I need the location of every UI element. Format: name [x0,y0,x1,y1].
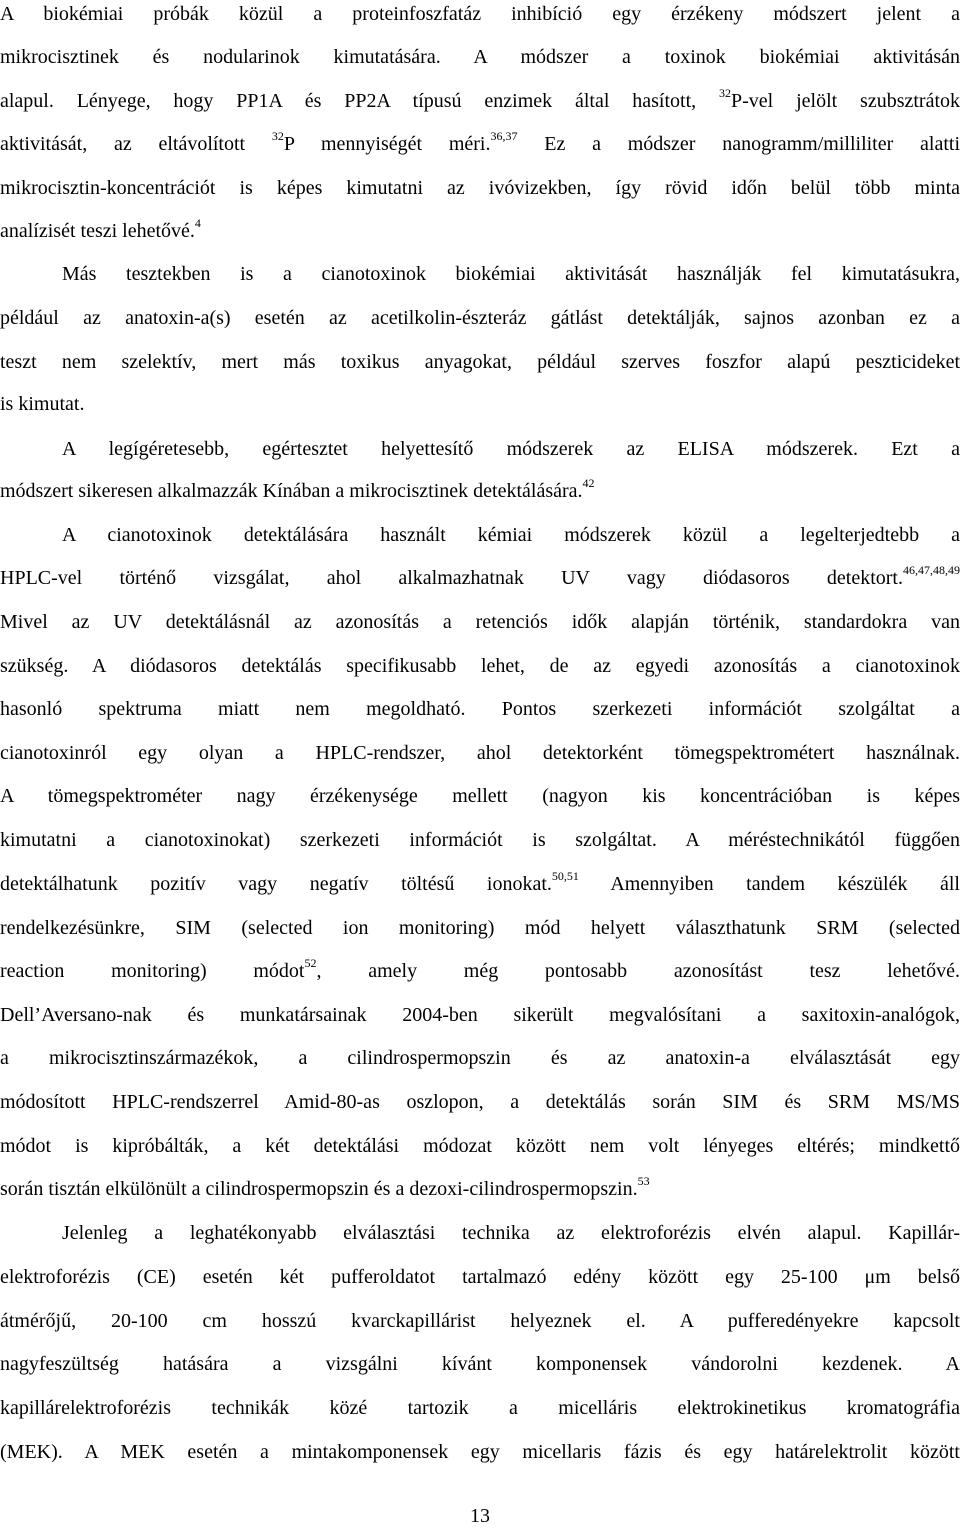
text-line [0,1265,960,1289]
text-run: nagyfeszültség hatására a vizsgálni kívánt komponensek vándorolni kezdenek. A [0,1353,960,1375]
page-number: 13 [0,1504,960,1528]
text-run: A cianotoxinok detektálására használt kémiai módszerek közül a legelterjedtebb a [62,524,960,546]
text-run: módszert sikeresen alkalmazzák Kínában a mikrocisztinek detektálására. [0,480,583,502]
text-line [62,437,960,461]
text-run: a mikrocisztinszármazékok, a cilindrospermopszin és az anatoxin-a elválasztását egy [0,1047,960,1069]
text-run: hasonló spektruma miatt nem megoldható. Pontos szerkezeti információt szolgáltat a [0,698,960,720]
text-run: (MEK). A MEK esetén a mintakomponensek egy micellaris fázis és egy határelektrolit között [0,1441,960,1463]
text-line [0,350,960,374]
text-run: szükség. A diódasoros detektálás specifikusabb lehet, de az egyedi azonosítás a cianotoxinok [0,655,960,677]
text-run: P mennyiségét méri. [284,133,491,155]
text-run: teszt nem szelektív, mert más toxikus anyagokat, például szerves foszfor alapú peszticideket [0,351,960,373]
text-line [0,566,960,590]
text-line [0,89,960,113]
citation-superscript: 4 [195,216,201,230]
text-run: mikrocisztinek és nodularinok kimutatására. A módszer a toxinok biokémiai aktivitásán [0,46,960,68]
text-run: Ez a módszer nanogramm/milliliter alatti [517,133,960,155]
text-line [0,176,960,200]
text-run: Mivel az UV detektálásnál az azonosítás a retenciós idők alapján történik, standardokra van [0,611,960,633]
text-run: Jelenleg a leghatékonyabb elválasztási technika az elektroforézis elvén alapul. Kapillár- [62,1222,960,1244]
text-line [0,784,960,808]
citation-superscript: 53 [638,1174,650,1188]
text-run: cianotoxinról egy olyan a HPLC-rendszer, ahol detektorként tömegspektrométert használnak. [0,742,960,764]
text-run: átmérőjű, 20-100 cm hosszú kvarckapillárist helyeznek el. A pufferedényekre kapcsolt [0,1310,960,1332]
text-run: módot is kipróbálták, a két detektálási módozat között nem volt lényeges eltérés; mindkettő [0,1135,960,1157]
text-line [0,479,960,503]
text-run: is kimutat. [0,393,84,415]
text-line [0,219,960,243]
text-run: Dell’Aversano-nak és munkatársainak 2004-ben sikerült megvalósítani a saxitoxin-analógok, [0,1004,960,1026]
text-run: mikrocisztin-koncentrációt is képes kimutatni az ivóvizekben, így rövid időn belül több minta [0,177,960,199]
text-line [0,1352,960,1376]
citation-superscript: 32 [719,86,731,100]
text-line [0,1396,960,1420]
text-line [62,1221,960,1245]
text-line [0,1046,960,1070]
citation-superscript: 36,37 [490,129,517,143]
text-line [0,1309,960,1333]
text-line [0,1177,960,1201]
text-line [0,132,960,156]
text-line [0,1003,960,1027]
text-run: során tisztán elkülönült a cilindrospermopszin és a dezoxi-cilindrospermopszin. [0,1178,638,1200]
text-run: módosított HPLC-rendszerrel Amid-80-as oszlopon, a detektálás során SIM és SRM MS/MS [0,1091,960,1113]
text-run: kimutatni a cianotoxinokat) szerkezeti információt is szolgáltat. A méréstechnikától függően [0,829,960,851]
text-run: például az anatoxin-a(s) esetén az acetilkolin-észteráz gátlást detektálják, sajnos azonban ez a [0,307,960,329]
text-line [0,1440,960,1464]
text-run: A biokémiai próbák közül a proteinfoszfatáz inhibíció egy érzékeny módszert jelent a [0,3,960,25]
text-run: alapul. Lényege, hogy PP1A és PP2A típusú enzimek által hasított, [0,90,719,112]
text-line [0,872,960,896]
text-run: rendelkezésünkre, SIM (selected ion monitoring) mód helyett választhatunk SRM (selected [0,917,960,939]
text-line [62,523,960,547]
text-line [0,697,960,721]
text-line [0,392,960,416]
text-run: Amennyiben tandem készülék áll [579,873,960,895]
text-line [0,828,960,852]
citation-superscript: 42 [583,476,595,490]
text-run: reaction monitoring) módot [0,960,305,982]
text-line [0,306,960,330]
text-run: elektroforézis (CE) esetén két pufferoldatot tartalmazó edény között egy 25-100 μm belső [0,1266,960,1288]
text-run: kapillárelektroforézis technikák közé tartozik a micelláris elektrokinetikus kromatográfia [0,1397,960,1419]
text-line [0,1134,960,1158]
text-run: detektálhatunk pozitív vagy negatív töltésű ionokat. [0,873,552,895]
text-line [62,262,960,286]
text-line [0,2,960,26]
text-run: P-vel jelölt szubsztrátok [731,90,960,112]
text-line [0,916,960,940]
text-run: , amely még pontosabb azonosítást tesz lehetővé. [317,960,960,982]
citation-superscript: 32 [272,129,284,143]
text-line [0,610,960,634]
citation-superscript: 46,47,48,49 [903,563,960,577]
text-line [0,1090,960,1114]
text-line [0,741,960,765]
text-line [0,959,960,983]
citation-superscript: 52 [305,956,317,970]
text-run: HPLC-vel történő vizsgálat, ahol alkalmazhatnak UV vagy diódasoros detektort. [0,567,903,589]
text-run: aktivitását, az eltávolított [0,133,272,155]
text-line [0,654,960,678]
text-run: Más tesztekben is a cianotoxinok biokémiai aktivitását használják fel kimutatásukra, [62,263,960,285]
citation-superscript: 50,51 [552,869,579,883]
text-run: A tömegspektrométer nagy érzékenysége mellett (nagyon kis koncentrációban is képes [0,785,960,807]
text-run: analízisét teszi lehetővé. [0,220,195,242]
text-run: A legígéretesebb, egértesztet helyettesítő módszerek az ELISA módszerek. Ezt a [62,438,960,460]
text-line [0,45,960,69]
